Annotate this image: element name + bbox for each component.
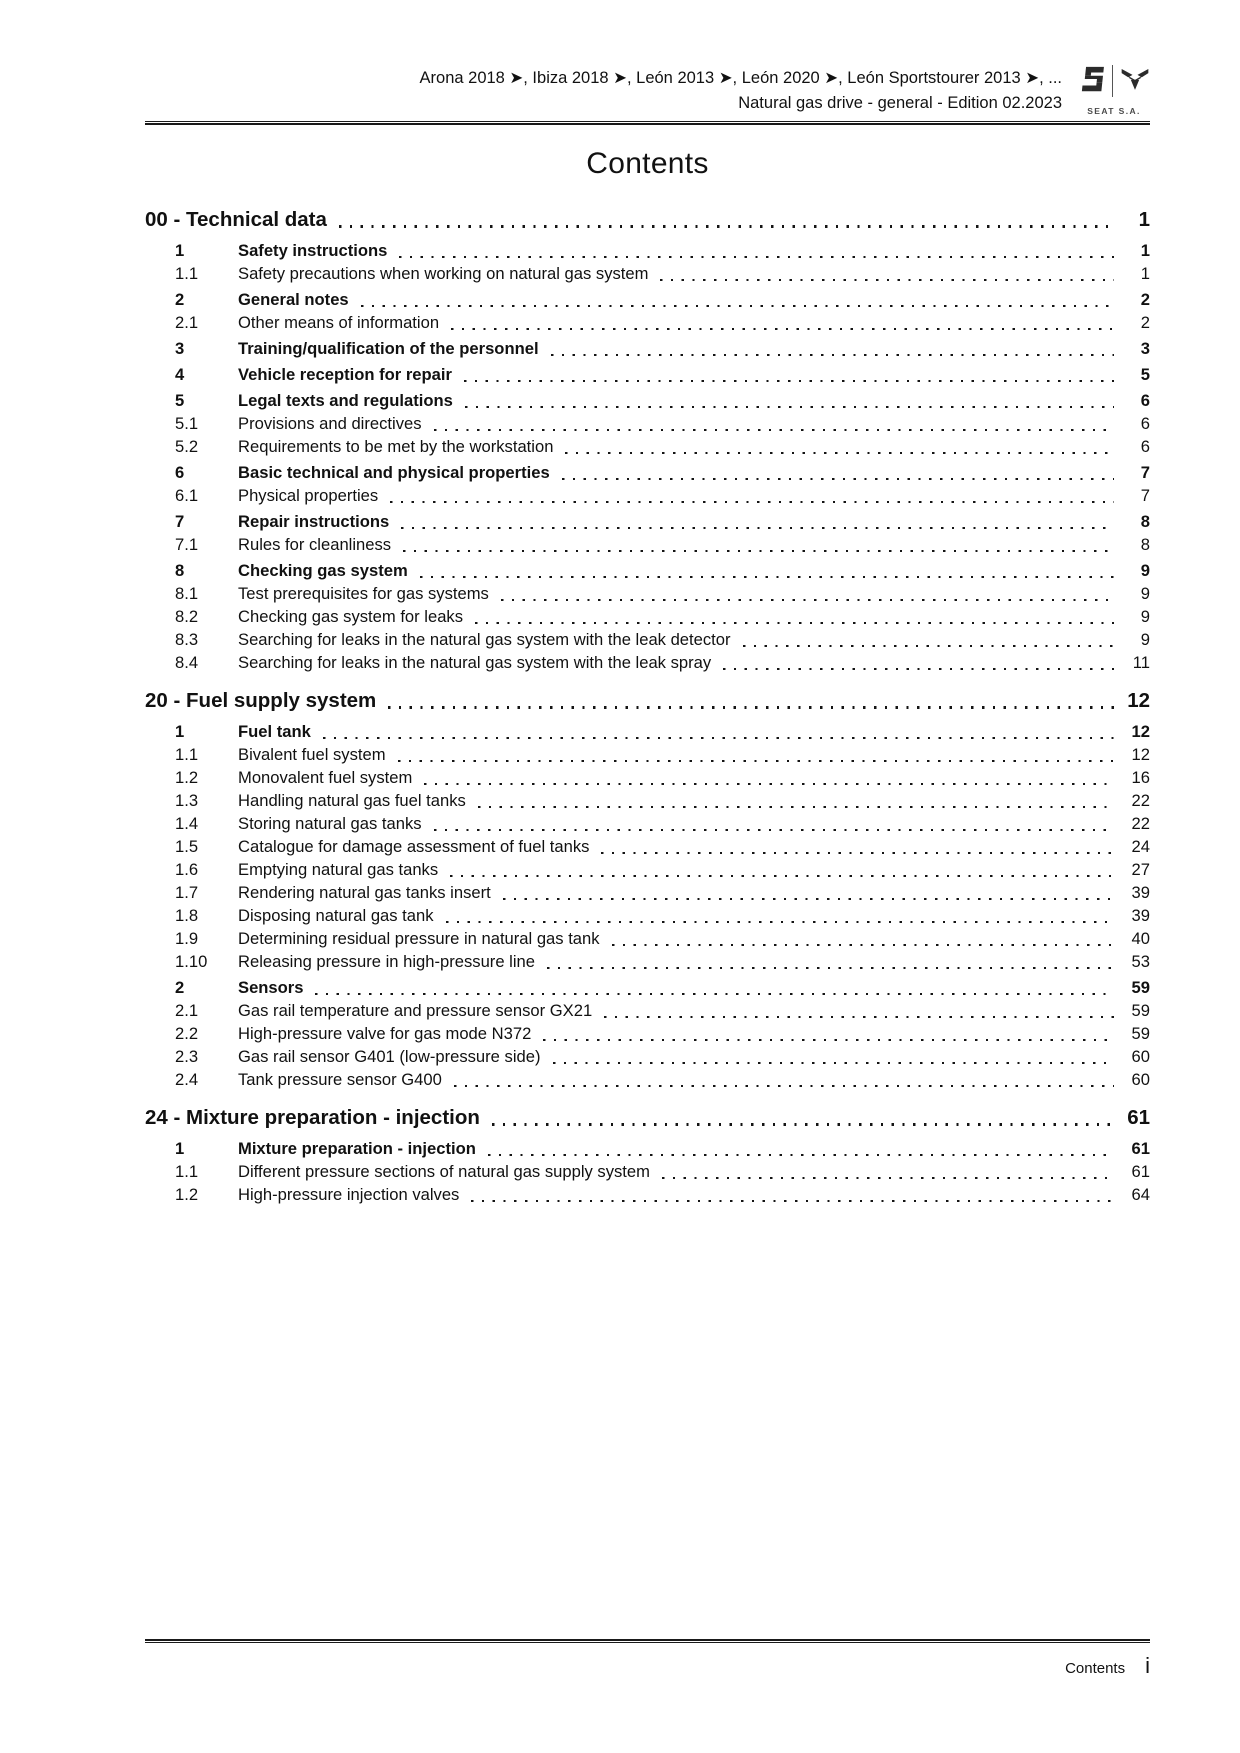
entry-title: Provisions and directives xyxy=(238,414,422,433)
entry-page: 9 xyxy=(1140,630,1150,649)
entry-number: 4 xyxy=(175,365,185,384)
entry-number: 6.1 xyxy=(175,486,199,505)
toc-entry xyxy=(145,976,1150,999)
entry-page: 11 xyxy=(1132,653,1150,672)
page-header xyxy=(145,0,1150,116)
dot-leader xyxy=(323,737,1114,739)
dot-leader xyxy=(601,852,1114,854)
entry-title: General notes xyxy=(238,290,349,309)
entry-number: 8 xyxy=(175,561,185,580)
section-entries xyxy=(145,1137,1150,1206)
page-footer xyxy=(145,1639,1150,1677)
toc-entry xyxy=(145,858,1150,881)
entry-number: 2.2 xyxy=(175,1024,199,1043)
dot-leader xyxy=(464,380,1114,382)
entry-number: 5.1 xyxy=(175,414,199,433)
entry-title: Mixture preparation - injection xyxy=(238,1139,476,1158)
entry-title: Storing natural gas tanks xyxy=(238,814,422,833)
entry-number: 2.1 xyxy=(175,1001,199,1020)
entry-title: High-pressure valve for gas mode N372 xyxy=(238,1024,532,1043)
toc-entry xyxy=(145,766,1150,789)
entry-title: Vehicle reception for repair xyxy=(238,365,452,384)
toc-entry xyxy=(145,389,1150,412)
toc-entry xyxy=(145,484,1150,507)
toc-entry xyxy=(145,337,1150,360)
entry-page: 7 xyxy=(1140,486,1150,505)
entry-number: 1.9 xyxy=(175,929,199,948)
toc-entry xyxy=(145,1022,1150,1045)
toc-entry xyxy=(145,904,1150,927)
entry-number: 1.5 xyxy=(175,837,199,856)
dot-leader xyxy=(604,1016,1114,1018)
entry-page: 1 xyxy=(1140,264,1150,283)
entry-number: 2.1 xyxy=(175,313,199,332)
dot-leader xyxy=(723,668,1114,670)
section-entries xyxy=(145,720,1150,1091)
toc-entry xyxy=(145,1183,1150,1206)
dot-leader xyxy=(401,527,1114,529)
section-title: 24 - Mixture preparation - injection xyxy=(145,1106,480,1129)
toc-entry xyxy=(145,435,1150,458)
entry-number: 1.6 xyxy=(175,860,199,879)
toc-entry xyxy=(145,1045,1150,1068)
entry-page: 39 xyxy=(1131,906,1150,925)
section-page: 61 xyxy=(1127,1106,1150,1129)
entry-number: 2 xyxy=(175,290,185,309)
entry-page: 9 xyxy=(1140,584,1150,603)
dot-leader xyxy=(424,783,1114,785)
entry-number: 1.1 xyxy=(175,745,199,764)
entry-page: 22 xyxy=(1131,791,1150,810)
toc-entry xyxy=(145,999,1150,1022)
toc-section-heading xyxy=(145,688,1150,714)
entry-title: Physical properties xyxy=(238,486,379,505)
entry-number: 1.4 xyxy=(175,814,199,833)
entry-page: 60 xyxy=(1131,1070,1150,1089)
entry-page: 27 xyxy=(1131,860,1150,879)
entry-title: Requirements to be met by the workstation xyxy=(238,437,554,456)
dot-leader xyxy=(451,328,1114,330)
entry-title: Gas rail temperature and pressure sensor GX21 xyxy=(238,1001,593,1020)
toc-entry xyxy=(145,412,1150,435)
entry-page: 59 xyxy=(1131,1001,1150,1020)
entry-page: 8 xyxy=(1140,512,1150,531)
toc-entry xyxy=(145,533,1150,556)
header-text xyxy=(145,60,1078,116)
toc-entry xyxy=(145,363,1150,386)
footer-text xyxy=(145,1655,1150,1677)
dot-leader xyxy=(478,806,1114,808)
entry-number: 1.1 xyxy=(175,264,199,283)
toc-section xyxy=(145,688,1150,1091)
dot-leader xyxy=(450,875,1114,877)
dot-leader xyxy=(399,256,1114,258)
entry-page: 64 xyxy=(1131,1185,1150,1204)
dot-leader xyxy=(488,1154,1114,1156)
entry-title: Releasing pressure in high-pressure line xyxy=(238,952,536,971)
entry-page: 40 xyxy=(1131,929,1150,948)
entry-page: 6 xyxy=(1140,437,1150,456)
toc-entry xyxy=(145,582,1150,605)
entry-page: 8 xyxy=(1140,535,1150,554)
entry-number: 2 xyxy=(175,978,185,997)
toc-entry xyxy=(145,559,1150,582)
entry-title: Safety instructions xyxy=(238,241,388,260)
toc-section xyxy=(145,1105,1150,1206)
entry-number: 1 xyxy=(175,241,185,260)
dot-leader xyxy=(434,829,1114,831)
entry-number: 6 xyxy=(175,463,185,482)
toc-section xyxy=(145,207,1150,674)
entry-page: 9 xyxy=(1140,561,1150,580)
entry-number: 1.10 xyxy=(175,952,208,971)
dot-leader xyxy=(562,478,1114,480)
toc-entry xyxy=(145,1068,1150,1091)
toc-section-heading xyxy=(145,1105,1150,1131)
entry-title: Test prerequisites for gas systems xyxy=(238,584,489,603)
entry-title: Checking gas system for leaks xyxy=(238,607,464,626)
dot-leader xyxy=(612,944,1114,946)
entry-page: 59 xyxy=(1131,1024,1150,1043)
entry-page: 60 xyxy=(1131,1047,1150,1066)
entry-page: 12 xyxy=(1131,745,1150,764)
toc-entry xyxy=(145,881,1150,904)
entry-title: Rendering natural gas tanks insert xyxy=(238,883,491,902)
entry-page: 59 xyxy=(1131,978,1150,997)
dot-leader xyxy=(660,279,1114,281)
toc-entry xyxy=(145,720,1150,743)
entry-number: 8.4 xyxy=(175,653,199,672)
dot-leader xyxy=(446,921,1114,923)
dot-leader xyxy=(565,452,1114,454)
entry-title: Emptying natural gas tanks xyxy=(238,860,439,879)
document-page xyxy=(145,0,1150,1753)
entry-title: Bivalent fuel system xyxy=(238,745,386,764)
entry-page: 61 xyxy=(1131,1162,1150,1181)
entry-page: 12 xyxy=(1131,722,1150,741)
entry-title: Basic technical and physical properties xyxy=(238,463,550,482)
entry-title: Other means of information xyxy=(238,313,440,332)
entry-page: 2 xyxy=(1140,313,1150,332)
dot-leader xyxy=(471,1200,1114,1202)
entry-title: Gas rail sensor G401 (low-pressure side) xyxy=(238,1047,541,1066)
entry-number: 7.1 xyxy=(175,535,199,554)
entry-title: Searching for leaks in the natural gas system with the leak spray xyxy=(238,653,712,672)
dot-leader xyxy=(465,406,1114,408)
entry-page: 39 xyxy=(1131,883,1150,902)
entry-title: Searching for leaks in the natural gas system with the leak detector xyxy=(238,630,731,649)
toc-entry xyxy=(145,1137,1150,1160)
brand-logos xyxy=(1078,60,1150,102)
toc-entry xyxy=(145,628,1150,651)
entry-title: Sensors xyxy=(238,978,304,997)
entry-number: 8.2 xyxy=(175,607,199,626)
entry-number: 1.7 xyxy=(175,883,199,902)
dot-leader xyxy=(475,622,1114,624)
dot-leader xyxy=(501,599,1114,601)
entry-title: High-pressure injection valves xyxy=(238,1185,460,1204)
entry-title: Monovalent fuel system xyxy=(238,768,413,787)
entry-title: Different pressure sections of natural gas supply system xyxy=(238,1162,650,1181)
entry-page: 6 xyxy=(1140,414,1150,433)
entry-page: 2 xyxy=(1140,290,1150,309)
entry-title: Safety precautions when working on natural gas system xyxy=(238,264,649,283)
toc-entry xyxy=(145,288,1150,311)
entry-number: 2.3 xyxy=(175,1047,199,1066)
section-title: 20 - Fuel supply system xyxy=(145,689,377,712)
footer-section-label: Contents xyxy=(1065,1660,1126,1677)
brand-caption: SEAT S.A. xyxy=(1087,106,1141,116)
entry-title: Tank pressure sensor G400 xyxy=(238,1070,442,1089)
toc-entry xyxy=(145,812,1150,835)
toc-entry xyxy=(145,1160,1150,1183)
section-title: 00 - Technical data xyxy=(145,208,327,231)
entry-page: 61 xyxy=(1131,1139,1150,1158)
dot-leader xyxy=(454,1085,1114,1087)
entry-title: Disposing natural gas tank xyxy=(238,906,434,925)
entry-number: 8.3 xyxy=(175,630,199,649)
cupra-badge-icon xyxy=(1120,66,1150,97)
entry-title: Repair instructions xyxy=(238,512,390,531)
toc-entry xyxy=(145,605,1150,628)
entry-title: Handling natural gas fuel tanks xyxy=(238,791,466,810)
toc-entry xyxy=(145,789,1150,812)
entry-number: 1.2 xyxy=(175,1185,199,1204)
dot-leader xyxy=(398,760,1114,762)
entry-page: 24 xyxy=(1131,837,1150,856)
entry-page: 9 xyxy=(1140,607,1150,626)
dot-leader xyxy=(547,967,1114,969)
entry-page: 16 xyxy=(1131,768,1150,787)
entry-title: Catalogue for damage assessment of fuel tanks xyxy=(238,837,590,856)
entry-page: 53 xyxy=(1131,952,1150,971)
toc-entry xyxy=(145,743,1150,766)
entry-number: 1.2 xyxy=(175,768,199,787)
page-title: Contents xyxy=(586,147,709,180)
entry-title: Training/qualification of the personnel xyxy=(238,339,539,358)
entry-number: 1.8 xyxy=(175,906,199,925)
dot-leader xyxy=(361,305,1114,307)
entry-number: 5 xyxy=(175,391,185,410)
dot-leader xyxy=(551,354,1114,356)
dot-leader xyxy=(662,1177,1114,1179)
dot-leader xyxy=(339,225,1114,228)
seat-s-logo-icon xyxy=(1079,64,1105,99)
entry-number: 8.1 xyxy=(175,584,199,603)
dot-leader xyxy=(743,645,1114,647)
toc-entry xyxy=(145,950,1150,973)
entry-title: Fuel tank xyxy=(238,722,311,741)
logo-divider xyxy=(1112,65,1113,97)
section-page: 1 xyxy=(1138,208,1150,231)
toc-entry xyxy=(145,239,1150,262)
dot-leader xyxy=(553,1062,1115,1064)
dot-leader xyxy=(420,576,1114,578)
toc-entry xyxy=(145,311,1150,334)
entry-page: 1 xyxy=(1140,241,1150,260)
header-models-line: Arona 2018 ➤, Ibiza 2018 ➤, León 2013 ➤, León 2020 ➤, León Sportstourer 2013 ➤, ... xyxy=(419,69,1062,87)
section-page: 12 xyxy=(1127,689,1150,712)
entry-page: 7 xyxy=(1140,463,1150,482)
footer-page-number: i xyxy=(1145,1653,1150,1678)
entry-number: 1.3 xyxy=(175,791,199,810)
dot-leader xyxy=(403,550,1114,552)
entry-number: 3 xyxy=(175,339,185,358)
dot-leader xyxy=(434,429,1114,431)
dot-leader xyxy=(492,1123,1114,1126)
dot-leader xyxy=(315,993,1114,995)
dot-leader xyxy=(543,1039,1114,1041)
dot-leader xyxy=(503,898,1114,900)
entry-title: Determining residual pressure in natural gas tank xyxy=(238,929,600,948)
toc-entry xyxy=(145,835,1150,858)
toc-section-heading xyxy=(145,207,1150,233)
entry-number: 7 xyxy=(175,512,185,531)
entry-number: 1.1 xyxy=(175,1162,199,1181)
entry-page: 22 xyxy=(1131,814,1150,833)
brand-logo-block xyxy=(1078,60,1150,116)
entry-number: 1 xyxy=(175,1139,185,1158)
header-subtitle-line: Natural gas drive - general - Edition 02.2023 xyxy=(738,94,1062,112)
entry-page: 5 xyxy=(1140,365,1150,384)
entry-number: 2.4 xyxy=(175,1070,199,1089)
entry-title: Rules for cleanliness xyxy=(238,535,392,554)
toc-entry xyxy=(145,927,1150,950)
section-entries xyxy=(145,239,1150,674)
entry-page: 6 xyxy=(1140,391,1150,410)
header-rule xyxy=(145,121,1150,125)
dot-leader xyxy=(390,501,1114,503)
toc-entry xyxy=(145,510,1150,533)
footer-rule xyxy=(145,1639,1150,1643)
toc-entry xyxy=(145,651,1150,674)
toc xyxy=(145,207,1150,1206)
entry-number: 5.2 xyxy=(175,437,199,456)
dot-leader xyxy=(388,706,1114,709)
entry-title: Legal texts and regulations xyxy=(238,391,453,410)
entry-title: Checking gas system xyxy=(238,561,408,580)
toc-entry xyxy=(145,461,1150,484)
entry-number: 1 xyxy=(175,722,185,741)
toc-entry xyxy=(145,262,1150,285)
entry-page: 3 xyxy=(1140,339,1150,358)
